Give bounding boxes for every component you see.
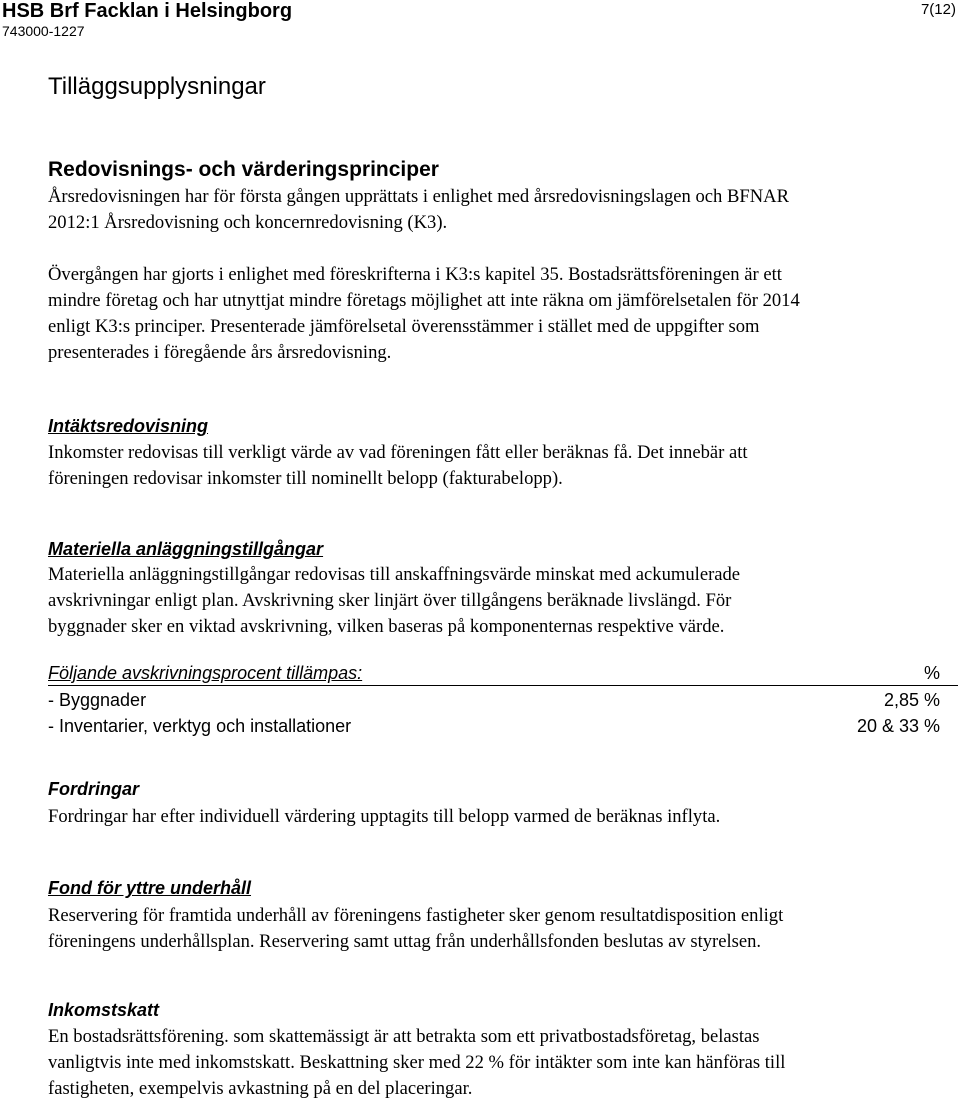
depreciation-header-unit: % [923, 663, 940, 683]
receivables-paragraph: Fordringar har efter individuell värdering upptagits till belopp varmed de beräknas inflyta. [48, 806, 721, 827]
depreciation-row-value: 2,85 % [883, 690, 940, 710]
maintenance-fund-paragraph: Reservering för framtida underhåll av föreningens fastigheter sker genom resultatdisposition enligt föreningens underhållsplan. Reservering samt uttag från underhållsfonden beslutas av styrelsen. [48, 905, 784, 952]
revenue-paragraph: Inkomster redovisas till verkligt värde av vad föreningen fått eller beräknas få. Det innebär att föreningen redovisar inkomster till nominellt belopp (fakturabelopp). [48, 442, 748, 489]
depreciation-header-label: Följande avskrivningsprocent tillämpas: [48, 663, 363, 683]
depreciation-table [48, 660, 958, 739]
depreciation-row-label: - Inventarier, verktyg och installationer [48, 716, 352, 736]
section-heading-tangible-assets: Materiella anläggningstillgångar [48, 539, 324, 559]
principles-paragraph-1: Årsredovisningen har för första gången upprättats i enlighet med årsredovisningslagen och BFNAR 2012:1 Årsredovisning och koncernredovisning (K3). [48, 186, 789, 233]
organization-number: 743000-1227 [2, 23, 85, 39]
principles-paragraph-2: Övergången har gjorts i enlighet med föreskrifterna i K3:s kapitel 35. Bostadsrättsföreningen är ett mindre företag och har utnyttjat mindre företags möjlighet att inte räkna om jämförelsetalen för 2014 enligt K3:s principer. Presenterade jämförelsetal överensstämmer i stället med de uppgifter som presenterades i föregående års årsredovisning. [48, 264, 800, 363]
depreciation-row-value: 20 & 33 % [856, 716, 940, 736]
tangible-assets-paragraph: Materiella anläggningstillgångar redovisas till anskaffningsvärde minskat med ackumulerade avskrivningar enligt plan. Avskrivning sker linjärt över tillgångens beräknade livslängd. För byggnader sker en viktad avskrivning, vilken baseras på komponenternas respektive värde. [48, 564, 741, 637]
depreciation-table-header [48, 660, 958, 686]
page-number: 7(12) [920, 1, 956, 18]
section-heading-principles: Redovisnings- och värderingsprinciper [48, 158, 439, 181]
section-heading-maintenance-fund: Fond för yttre underhåll [48, 878, 252, 898]
section-heading-revenue: Intäktsredovisning [48, 416, 209, 436]
depreciation-row [48, 687, 958, 713]
depreciation-row [48, 713, 958, 739]
depreciation-row-label: - Byggnader [48, 690, 147, 710]
section-heading-income-tax: Inkomstskatt [48, 1000, 160, 1020]
section-heading-receivables: Fordringar [48, 779, 140, 799]
organization-name: HSB Brf Facklan i Helsingborg [2, 0, 293, 22]
page-title: Tilläggsupplysningar [48, 73, 266, 100]
income-tax-paragraph: En bostadsrättsförening. som skattemässigt är att betrakta som ett privatbostadsföretag, belastas vanligtvis inte med inkomstskatt. Beskattning sker med 22 % för intäkter som inte kan hänföras till fastigheten, exempelvis avkastning på en del placeringar. [48, 1026, 786, 1099]
